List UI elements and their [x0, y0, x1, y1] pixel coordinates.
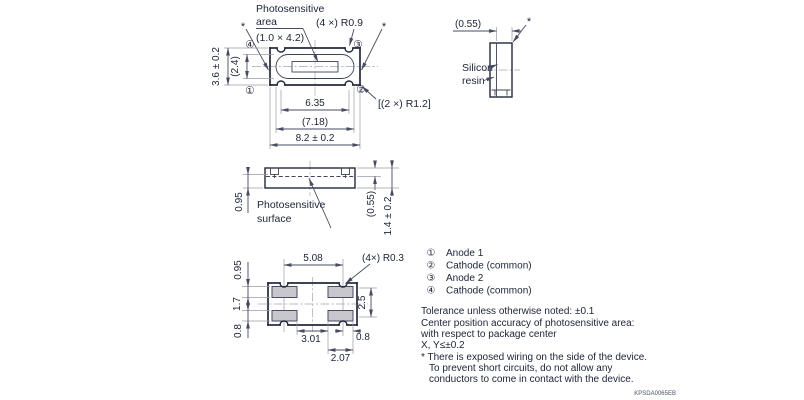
electrode-left: [271, 168, 279, 175]
leader-line: [513, 25, 526, 42]
dim-bottom-view-notch-to-edge: [335, 322, 370, 354]
corner-notch: [345, 81, 353, 85]
note-line: To prevent short circuits, do not allow any: [429, 363, 613, 374]
dim-value: 0.95: [233, 260, 244, 280]
dim-side-view-surface-depth: [357, 161, 381, 217]
pin-1-label: ①: [245, 85, 255, 97]
note-line: with respect to package center: [421, 329, 557, 340]
corner-radius-label: (4×) R0.3: [362, 253, 404, 264]
solder-pad: [328, 287, 353, 298]
dim-value: (2.4): [230, 56, 241, 77]
legend-row: [427, 286, 532, 297]
electrode-right: [342, 168, 350, 175]
legend-symbol: ③: [426, 273, 436, 284]
side-note-marker-end-view: [513, 16, 532, 42]
dim-value: 3.6 ± 0.2: [211, 47, 222, 86]
leader-line: [346, 264, 371, 284]
asterisk: *: [240, 21, 246, 33]
photosensitive-label-line2: area: [256, 16, 278, 28]
legend-symbol: ①: [426, 248, 436, 259]
bottom-view: [232, 253, 404, 364]
surface-label-line1: Photosensitive: [257, 199, 326, 211]
notes-block: [420, 306, 647, 385]
surface-label-line2: surface: [257, 213, 292, 225]
end-radius-callout: [362, 87, 431, 111]
dim-bottom-view-pad-pitch: [284, 253, 343, 265]
dim-value: 0.8: [356, 332, 370, 343]
legend-row: [427, 273, 484, 284]
top-view: [211, 3, 431, 149]
material-label-line1: Silicon: [462, 62, 493, 74]
photosensitive-label-line1: Photosensitive: [256, 3, 325, 15]
dim-value: 3.01: [301, 334, 321, 345]
material-label-line2: resin: [462, 75, 485, 87]
photosensitive-area-callout: [256, 3, 324, 62]
dim-bottom-view-pad-row-span: [357, 288, 377, 317]
pin-4-label: ④: [245, 39, 255, 51]
leader-line: [303, 29, 318, 63]
dim-value: (7.18): [301, 117, 329, 128]
note-line: conductors to come in contact with the device.: [429, 374, 634, 385]
corner-radius-label: (4 ×) R0.9: [316, 17, 363, 29]
dim-value: 1.4 ± 0.2: [383, 196, 394, 236]
leader-line: [362, 29, 383, 70]
legend-symbol: ②: [426, 260, 436, 272]
dim-value: 2.5: [357, 295, 368, 310]
note-line: * There is exposed wiring on the side of the device.: [421, 352, 648, 363]
dim-value: 8.2 ± 0.2: [295, 133, 335, 144]
side-note-marker-right: [362, 21, 387, 70]
legend-label: Cathode (common): [446, 260, 532, 272]
legend-row: [427, 261, 532, 272]
document-number: KPSDA0065EB: [634, 391, 676, 397]
end-view: [453, 16, 532, 97]
dim-value: 5.08: [303, 253, 323, 264]
dim-value: 1.7: [232, 297, 243, 311]
dim-value: 6.35: [305, 98, 325, 109]
legend-label: Cathode (common): [446, 285, 532, 297]
photosensitive-size-label: (1.0 × 4.2): [256, 32, 305, 44]
dim-value: 0.8: [233, 324, 244, 338]
side-view: [234, 160, 399, 235]
note-line: X, Y≤±0.2: [421, 340, 465, 351]
photosensitive-surface-callout: [257, 179, 331, 229]
solder-pad: [272, 287, 297, 298]
pin-legend: [427, 248, 532, 297]
asterisk: *: [526, 16, 532, 28]
solder-pad: [328, 311, 353, 322]
dim-value: 0.95: [234, 192, 245, 212]
corner-notch: [345, 48, 353, 52]
leader-line: [484, 77, 494, 81]
note-line: Center position accuracy of photosensitive area:: [421, 318, 635, 329]
dim-side-view-height: [357, 160, 399, 235]
legend-symbol: ④: [426, 285, 436, 297]
note-line: Tolerance unless otherwise noted: ±0.1: [421, 306, 595, 317]
dim-bottom-view-left-chain: [232, 260, 270, 338]
dim-end-view-resin-thickness: [453, 19, 521, 41]
dim-value: (0.55): [455, 19, 482, 30]
pin-2-label: ②: [356, 84, 366, 96]
dim-value: (0.55): [366, 190, 377, 218]
solder-pad: [272, 311, 297, 322]
legend-label: Anode 1: [446, 248, 484, 259]
asterisk: *: [381, 21, 387, 33]
silicon-resin-callout: [462, 62, 498, 87]
legend-label: Anode 2: [446, 273, 484, 284]
corner-notch: [277, 81, 285, 85]
dim-bottom-view-pad-width: [328, 350, 353, 364]
pin-3-label: ③: [353, 39, 363, 51]
dim-value: 2.07: [330, 353, 351, 364]
end-radius-label: [(2 ×) R1.2]: [378, 98, 431, 110]
legend-row: [427, 248, 484, 259]
corner-notch: [277, 48, 285, 52]
bottom-corner-radius-callout: [346, 253, 405, 284]
